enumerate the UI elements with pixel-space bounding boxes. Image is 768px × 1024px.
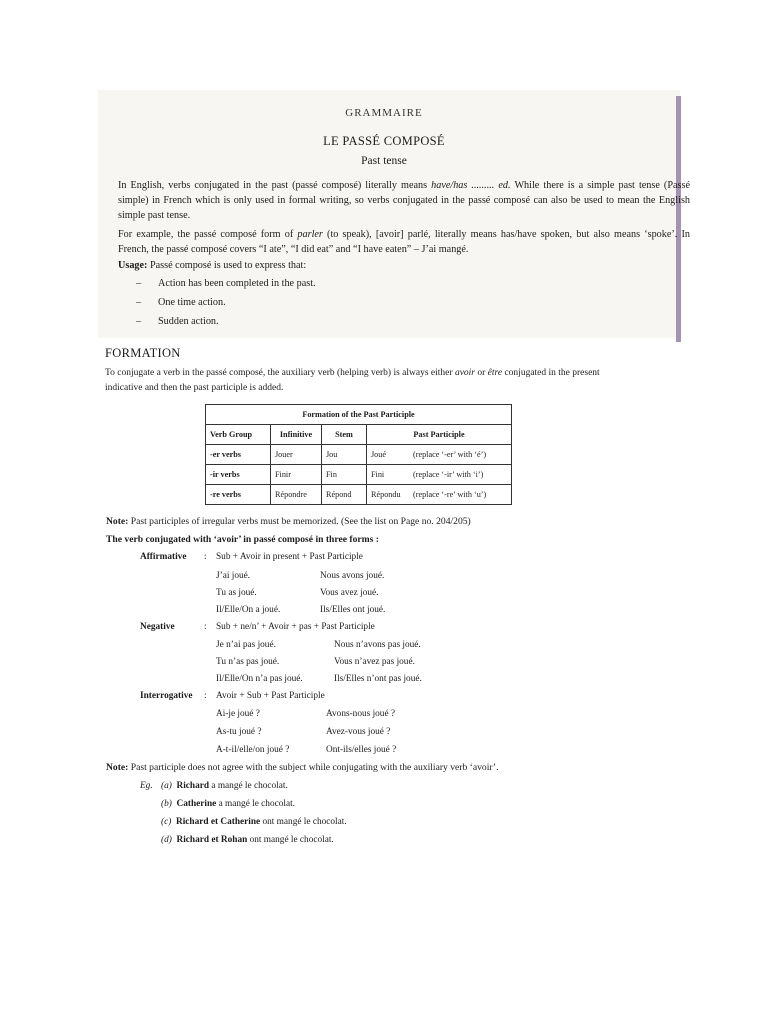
conjugation: Nous n’avons pas joué. (334, 640, 421, 650)
example: (d) Richard et Rohan ont mangé le chocolat. (161, 835, 334, 845)
intro-paragraph-2: For example, the passé composé form of parler (to speak), [avoir] parlé, literally means has/have spoken, but also means ‘spoke’. In French, the passé composé covers “I ate”, “I did eat” and “I have eaten” – J’ai mangé. (118, 229, 690, 255)
negative-label: Negative (140, 622, 175, 632)
table-cell: -ir verbs (206, 465, 271, 485)
note-irregular: Note: Past participles of irregular verbs must be memorized. (See the list on Page no. 204/205) (106, 516, 471, 527)
conjugation: Vous avez joué. (320, 588, 379, 598)
table-header: Verb Group (206, 425, 271, 445)
form-colon: : (204, 691, 207, 701)
table-cell: (replace ‘-er’ with ‘é’) (409, 445, 512, 465)
conjugation: Il/Elle/On a joué. (216, 605, 281, 615)
intro-paragraph-1: In English, verbs conjugated in the past (passé composé) literally means have/has ......... ed. While there is a simple past tense (Passé simple) in French which is only used in formal writing, so verbs conjugated in the passé composé can also be used to mean the English simple past tense. (118, 180, 690, 221)
example: (c) Richard et Catherine ont mangé le chocolat. (161, 817, 347, 827)
table-cell: Répond (322, 485, 367, 505)
conjugation: Tu as joué. (216, 588, 257, 598)
table-row (206, 485, 512, 505)
conjugation: Vous n’avez pas joué. (334, 657, 415, 667)
table-row (206, 445, 512, 465)
eg-label: Eg. (140, 781, 153, 791)
conjugation: Je n’ai pas joué. (216, 640, 276, 650)
conjugation: Avez-vous joué ? (326, 727, 391, 737)
table-cell: Répondre (271, 485, 322, 505)
table-caption: Formation of the Past Participle (206, 405, 512, 425)
table-cell: Jouer (271, 445, 322, 465)
conjugation: Ont-ils/elles joué ? (326, 745, 397, 755)
page-title: LE PASSÉ COMPOSÉ (323, 134, 445, 148)
table-cell: -er verbs (206, 445, 271, 465)
example: (b) Catherine a mangé le chocolat. (161, 799, 295, 809)
table-cell: Répondu (367, 485, 410, 505)
table-cell: (replace ‘-re’ with ‘u’) (409, 485, 512, 505)
past-participle-table (205, 404, 512, 505)
affirmative-rule: Sub + Avoir in present + Past Participle (216, 552, 363, 562)
table-header: Stem (322, 425, 367, 445)
formation-heading: FORMATION (105, 346, 181, 360)
conjugation: Nous avons joué. (320, 571, 385, 581)
conjugation: Tu n’as pas joué. (216, 657, 280, 667)
usage-item: – Sudden action. (136, 316, 219, 327)
form-colon: : (204, 622, 207, 632)
conjugation: As-tu joué ? (216, 727, 262, 737)
running-header (300, 103, 468, 112)
table-header: Infinitive (271, 425, 322, 445)
usage-item: – Action has been completed in the past. (136, 278, 316, 289)
conjugation: Avons-nous joué ? (326, 709, 396, 719)
interrogative-rule: Avoir + Sub + Past Participle (216, 691, 325, 701)
example: (a) Richard a mangé le chocolat. (161, 781, 288, 791)
note-agreement: Note: Past participle does not agree with the subject while conjugating with the auxiliary verb ‘avoir’. (106, 762, 499, 773)
table-cell: Finir (271, 465, 322, 485)
page-subtitle: Past tense (361, 155, 407, 167)
conjugation: J’ai joué. (216, 571, 251, 581)
table-cell: Fin (322, 465, 367, 485)
affirmative-label: Affirmative (140, 552, 187, 562)
conjugation: Ai-je joué ? (216, 709, 260, 719)
table-cell: Jou (322, 445, 367, 465)
usage-line: Usage: Passé composé is used to express that: (118, 260, 307, 271)
interrogative-label: Interrogative (140, 691, 193, 701)
avoir-heading: The verb conjugated with ‘avoir’ in passé composé in three forms : (106, 534, 379, 545)
table-cell: (replace ‘-ir’ with ‘i’) (409, 465, 512, 485)
conjugation: A-t-il/elle/on joué ? (216, 745, 290, 755)
table-cell: Joué (367, 445, 410, 465)
negative-rule: Sub + ne/n’ + Avoir + pas + Past Participle (216, 622, 375, 632)
table-cell: -re verbs (206, 485, 271, 505)
table-header: Past Participle (367, 425, 512, 445)
form-colon: : (204, 552, 207, 562)
table-row (206, 465, 512, 485)
conjugation: Ils/Elles n’ont pas joué. (334, 674, 422, 684)
formation-paragraph: To conjugate a verb in the passé composé, the auxiliary verb (helping verb) is always either avoir or être conjugated in the present indicative and then the past participle is added. (105, 368, 600, 393)
conjugation: Il/Elle/On n’a pas joué. (216, 674, 303, 684)
usage-item: – One time action. (136, 297, 226, 308)
conjugation: Ils/Elles ont joué. (320, 605, 386, 615)
table-cell: Fini (367, 465, 410, 485)
